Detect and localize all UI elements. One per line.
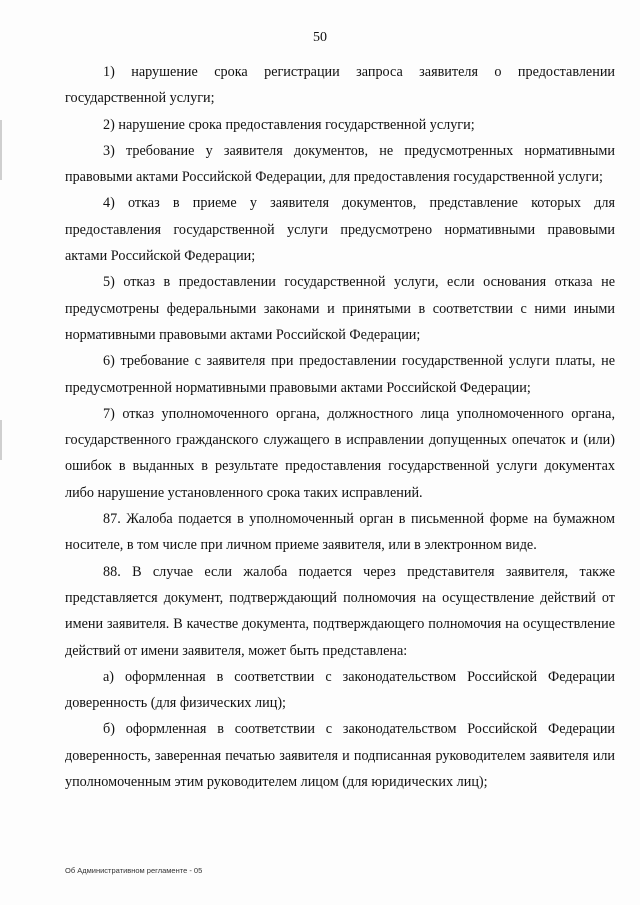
paragraph-88: 88. В случае если жалоба подается через представителя заявителя, также представляется документ, подтверждающий полномочия на осуществление действий от имени заявителя. В качестве документа, подтверждающего полномочия на осуществление действий от имени заявителя, может быть представлена: bbox=[65, 563, 615, 659]
paragraph-88-b: б) оформленная в соответствии с законодательством Российской Федерации доверенность, заверенная печатью заявителя и подписанная руководителем заявителя или уполномоченным этим руководителем лицом (для юридических лиц); bbox=[65, 721, 615, 791]
paragraph-87: 87. Жалоба подается в уполномоченный орган в письменной форме на бумажном носителе, в том числе при личном приеме заявителя, или в электронном виде. bbox=[65, 511, 615, 554]
document-footer: Об Административном регламенте - 05 bbox=[65, 866, 203, 875]
scan-edge-mark bbox=[0, 120, 2, 180]
paragraph-item-2: 2) нарушение срока предоставления государственной услуги; bbox=[103, 116, 475, 133]
paragraph-item-3: 3) требование у заявителя документов, не предусмотренных нормативными правовыми актами Российской Федерации, для предоставления государственной услуги; bbox=[65, 142, 615, 186]
paragraph-item-7: 7) отказ уполномоченного органа, должностного лица уполномоченного органа, государственного гражданского служащего в исправлении допущенных опечаток и (или) ошибок в выданных в результате предоставления государственной услуги документах либо нарушение установленного срока таких исправлений. bbox=[65, 405, 615, 501]
document-body bbox=[65, 59, 615, 795]
paragraph-item-5: 5) отказ в предоставлении государственной услуги, если основания отказа не предусмотрены федеральными законами и принятыми в соответствии с ними иными нормативными правовыми актами Российской Федерации; bbox=[65, 274, 615, 343]
page-number: 50 bbox=[313, 30, 327, 45]
paragraph-item-4: 4) отказ в приеме у заявителя документов, представление которых для предоставления государственной услуги предусмотрено нормативными правовыми актами Российской Федерации; bbox=[65, 195, 615, 265]
scan-edge-mark bbox=[0, 420, 2, 460]
paragraph-item-6: 6) требование с заявителя при предоставлении государственной услуги платы, не предусмотренной нормативными правовыми актами Российской Федерации; bbox=[65, 353, 615, 396]
paragraph-88-a: а) оформленная в соответствии с законодательством Российской Федерации доверенность (для физических лиц); bbox=[65, 668, 615, 712]
paragraph-item-1: 1) нарушение срока регистрации запроса заявителя о предоставлении государственной услуги; bbox=[65, 64, 615, 107]
